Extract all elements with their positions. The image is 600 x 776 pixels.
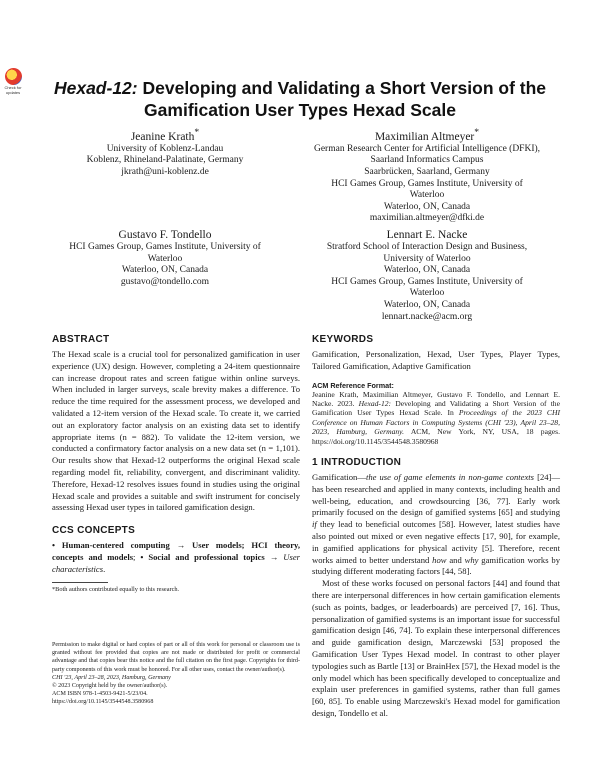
keywords-text: Gamification, Personalization, Hexad, User Types, Player Types, Tailored Gamification, Adaptive Gamification (312, 349, 560, 371)
author-name: Gustavo F. Tondello (118, 229, 212, 241)
acm-reference-heading: ACM Reference Format: (312, 380, 394, 390)
author-affiliation: Saarland Informatics Campus (370, 155, 484, 166)
author-name: Jeanine Krath* (130, 127, 200, 143)
author-name: Lennart E. Nacke (386, 229, 468, 241)
permission-notice (52, 641, 300, 707)
author-email: gustavo@tondello.com (120, 276, 210, 287)
abstract-heading: ABSTRACT (52, 334, 110, 345)
author-block-altmeyer (292, 126, 562, 225)
check-for-updates-badge[interactable] (3, 68, 23, 95)
author-block-nacke (292, 228, 562, 323)
conference-line: CHI '23, April 23–28, 2023, Hamburg, Germany (52, 674, 171, 681)
author-email: maximilian.altmeyer@dfki.de (369, 213, 485, 224)
badge-label-2: updates (5, 90, 21, 95)
isbn-line: ACM ISBN 978-1-4503-9421-5/23/04. (52, 691, 148, 698)
permission-text: Permission to make digital or hard copies of part or all of this work for personal or classroom use is granted without fee provided that copies are not made or distributed for profit or commercial advantage and that copies bear this notice and the full citation on the first page. Copyrights for third-party components of this work must be honored. For all other uses, contact the owner/author(s). (52, 642, 300, 673)
footnote-rule (52, 582, 108, 583)
keywords-heading: KEYWORDS (312, 334, 374, 345)
author-location: Waterloo, ON, Canada (383, 201, 471, 212)
author-affiliation: Waterloo (147, 253, 183, 264)
author-block-tondello (40, 228, 290, 288)
author-location: Waterloo, ON, Canada (383, 299, 471, 310)
author-block-krath (40, 126, 290, 179)
author-email: jkrath@uni-koblenz.de (121, 167, 209, 178)
paper-title-name: Hexad-12: (53, 78, 138, 98)
abstract-text: The Hexad scale is a crucial tool for personalized gamification in user experience (UX) design. However, completing a 24-item questionnaire can increase dropout rates and screen fatigue within online surveys. When included in larger surveys, scale brevity makes a difference. To reduce the time required for the assessment process, we developed and validated a 12-item version of the Hexad scale. To create it, we carried out an exploratory factor analysis on an existing data set to identify appropriate items (n = 882). To validate the 12-item version, we conducted a confirmatory factor analysis on a new data set (n = 1,101). Our results show that Hexad-12 outperforms the original Hexad scale regarding model fit, reliability, convergent, and discriminant validity. Therefore, Hexad-12 resolves issues found in studies using the original Hexad scale and provides a suitable and swift instrument for concisely assessing Hexad user types in tailored gamification design. (52, 349, 300, 513)
left-column (52, 333, 300, 576)
author-name: Maximilian Altmeyer* (374, 127, 480, 143)
ccs-concepts-text: • Human-centered computing → User models; HCI theory, concepts and models; • Social and professional topics → User characteristics. (52, 540, 300, 574)
author-affiliation: Stratford School of Interaction Design and Business, (326, 242, 528, 252)
paper-title (40, 77, 560, 121)
introduction-body (312, 472, 560, 720)
equal-contribution-mark: * (194, 127, 200, 138)
author-location: Waterloo, ON, Canada (383, 265, 471, 276)
author-location: Koblenz, Rhineland-Palatinate, Germany (86, 155, 244, 166)
copyright-line: © 2023 Copyright held by the owner/author(s). (52, 683, 168, 690)
right-column (312, 333, 560, 720)
author-affiliation: University of Koblenz-Landau (106, 143, 224, 154)
author-affiliation: HCI Games Group, Games Institute, University of (331, 178, 523, 189)
author-affiliation: German Research Center for Artificial Intelligence (DFKI), (313, 143, 541, 154)
author-affiliation: University of Waterloo (383, 253, 471, 264)
ccs-concepts-heading: CCS CONCEPTS (52, 525, 136, 537)
intro-paragraph-2: Most of these works focused on personal factors [44] and found that there are interpersonal differences in how certain gamification elements (such as points, badges, or leaderboards) are perceived [7, 16]. Thus, personalization of gamified systems is an important issue for successful gamification design [46, 74]. To explain these interpersonal differences and guide gamification design, Marczewski [53] proposed the Gamification User Types Hexad model. In contrast to other player typologies such as Bartle [13] or BrainHex [57], the Hexad model is the only model which has been specifically developed to conceptualize and explain user preferences in gamified systems, rather than full games [60, 85]. To enable using Marczewski's Hexad model for gamification design, Tondello et al. (312, 578, 560, 718)
author-affiliation: HCI Games Group, Games Institute, University of (69, 242, 261, 252)
footnote: *Both authors contributed equally to this research. (52, 586, 180, 593)
intro-paragraph-1: Gamification—the use of game elements in non-game contexts [24]—has been researched and applied in many contexts, including health and well-being, education, and crowdsourcing [36, 77]. Early work primarily focused on the design of gamified systems [65] and studying if they lead to beneficial outcomes [58]. However, latest studies have also pointed out mixed or even negative effects [17, 90], for example, in gamified applications for physical activity [5]. Therefore, recent works aimed to better understand how and why gamification works by studying different moderating factors [44, 58]. (312, 472, 560, 577)
acm-reference-text: Jeanine Krath, Maximilian Altmeyer, Gustavo F. Tondello, and Lennart E. Nacke. 2023. Hexad-12: Developing and Validating a Short Version of the Gamification User Types Hexad Scale. In Proceedings of the 2023 CHI Conference on Human Factors in Computing Systems (CHI '23), April 23–28, 2023, Hamburg, Germany. ACM, New York, NY, USA, 18 pages. https://doi.org/10.1145/3544548.3580968 (312, 389, 561, 446)
author-affiliation: Waterloo (409, 190, 445, 201)
paper-title-subtitle: Developing and Validating a Short Version of the Gamification User Types Hexad Scale (137, 78, 547, 120)
check-updates-badge-icon (5, 68, 22, 85)
equal-contribution-mark: * (474, 127, 480, 138)
author-affiliation: HCI Games Group, Games Institute, University of (331, 276, 523, 287)
introduction-heading: 1 INTRODUCTION (312, 457, 402, 469)
author-location: Waterloo, ON, Canada (121, 265, 209, 276)
badge-label-1: Check for (4, 85, 22, 90)
author-affiliation: Waterloo (409, 288, 445, 299)
author-location: Saarbrücken, Saarland, Germany (364, 167, 490, 178)
author-email: lennart.nacke@acm.org (381, 311, 473, 322)
doi-line[interactable]: https://doi.org/10.1145/3544548.3580968 (52, 699, 154, 706)
